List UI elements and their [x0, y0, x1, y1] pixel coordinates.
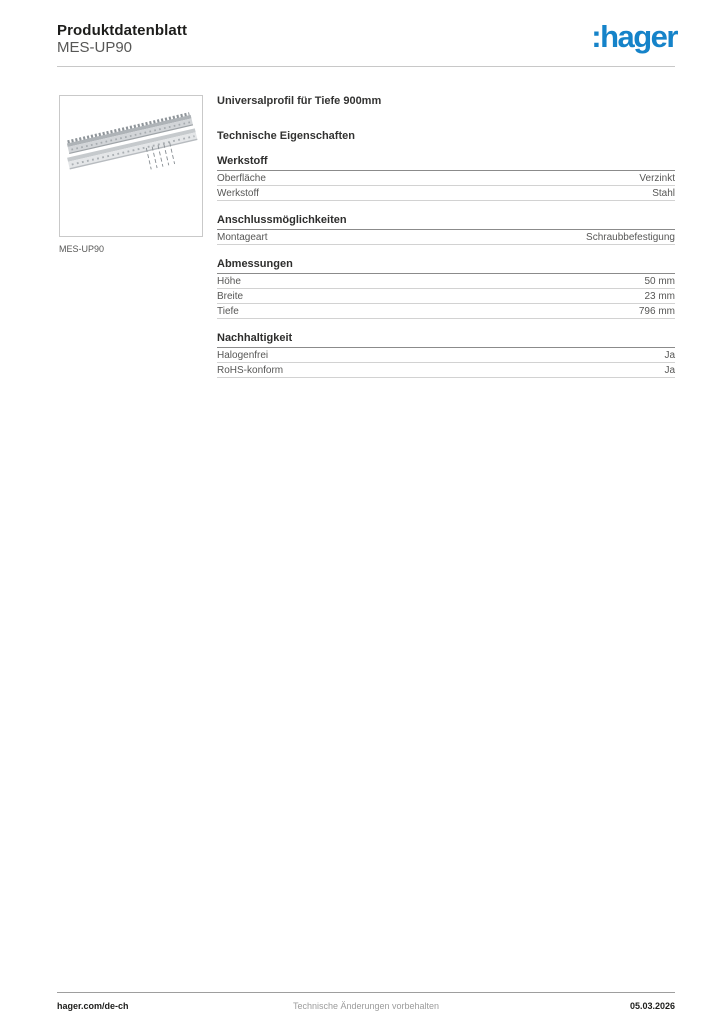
product-image-column [59, 95, 204, 254]
section-werkstoff [217, 155, 675, 201]
spec-value: 796 mm [638, 306, 675, 317]
spec-row [217, 363, 675, 378]
section-title: Nachhaltigkeit [217, 332, 675, 348]
section-title: Anschlussmöglichkeiten [217, 214, 675, 230]
spec-value: Verzinkt [639, 173, 675, 184]
section-title: Abmessungen [217, 258, 675, 274]
spec-row [217, 171, 675, 186]
product-reference: MES-UP90 [57, 39, 133, 56]
section-abmessungen [217, 258, 675, 319]
footer-disclaimer: Technische Änderungen vorbehalten [292, 1001, 440, 1011]
tech-properties-heading: Technische Eigenschaften [217, 130, 355, 142]
spec-value: Ja [664, 350, 675, 361]
spec-label: Höhe [217, 276, 241, 287]
spec-row [217, 230, 675, 245]
spec-value: 50 mm [644, 276, 675, 287]
header [57, 19, 677, 62]
footer-website: hager.com/de-ch [57, 1001, 129, 1011]
spec-value: 23 mm [644, 291, 675, 302]
header-divider [57, 66, 675, 67]
spec-row [217, 274, 675, 289]
section-anschlussmoeglichkeiten [217, 214, 675, 245]
spec-label: Tiefe [217, 306, 239, 317]
hager-logo: :hager [591, 19, 677, 54]
specs-column [217, 95, 675, 378]
spec-label: Montageart [217, 232, 268, 243]
spec-label: RoHS-konform [217, 365, 284, 376]
spec-row [217, 289, 675, 304]
page-title: Produktdatenblatt [57, 22, 188, 39]
spec-value: Stahl [652, 188, 675, 199]
spec-row [217, 304, 675, 319]
footer-date: 05.03.2026 [629, 1001, 675, 1011]
spec-row [217, 348, 675, 363]
spec-label: Oberfläche [217, 173, 266, 184]
spec-value: Schraubbefestigung [586, 232, 675, 243]
spec-label: Halogenfrei [217, 350, 269, 361]
spec-label: Breite [217, 291, 244, 302]
product-image-caption: MES-UP90 [59, 244, 105, 254]
spec-value: Ja [664, 365, 675, 376]
spec-row [217, 186, 675, 201]
product-image [60, 96, 202, 236]
spec-label: Werkstoff [217, 188, 259, 199]
footer [57, 992, 675, 1011]
section-nachhaltigkeit [217, 332, 675, 378]
product-image-frame [59, 95, 203, 237]
section-title: Werkstoff [217, 155, 675, 171]
product-name: Universalprofil für Tiefe 900mm [217, 95, 382, 107]
